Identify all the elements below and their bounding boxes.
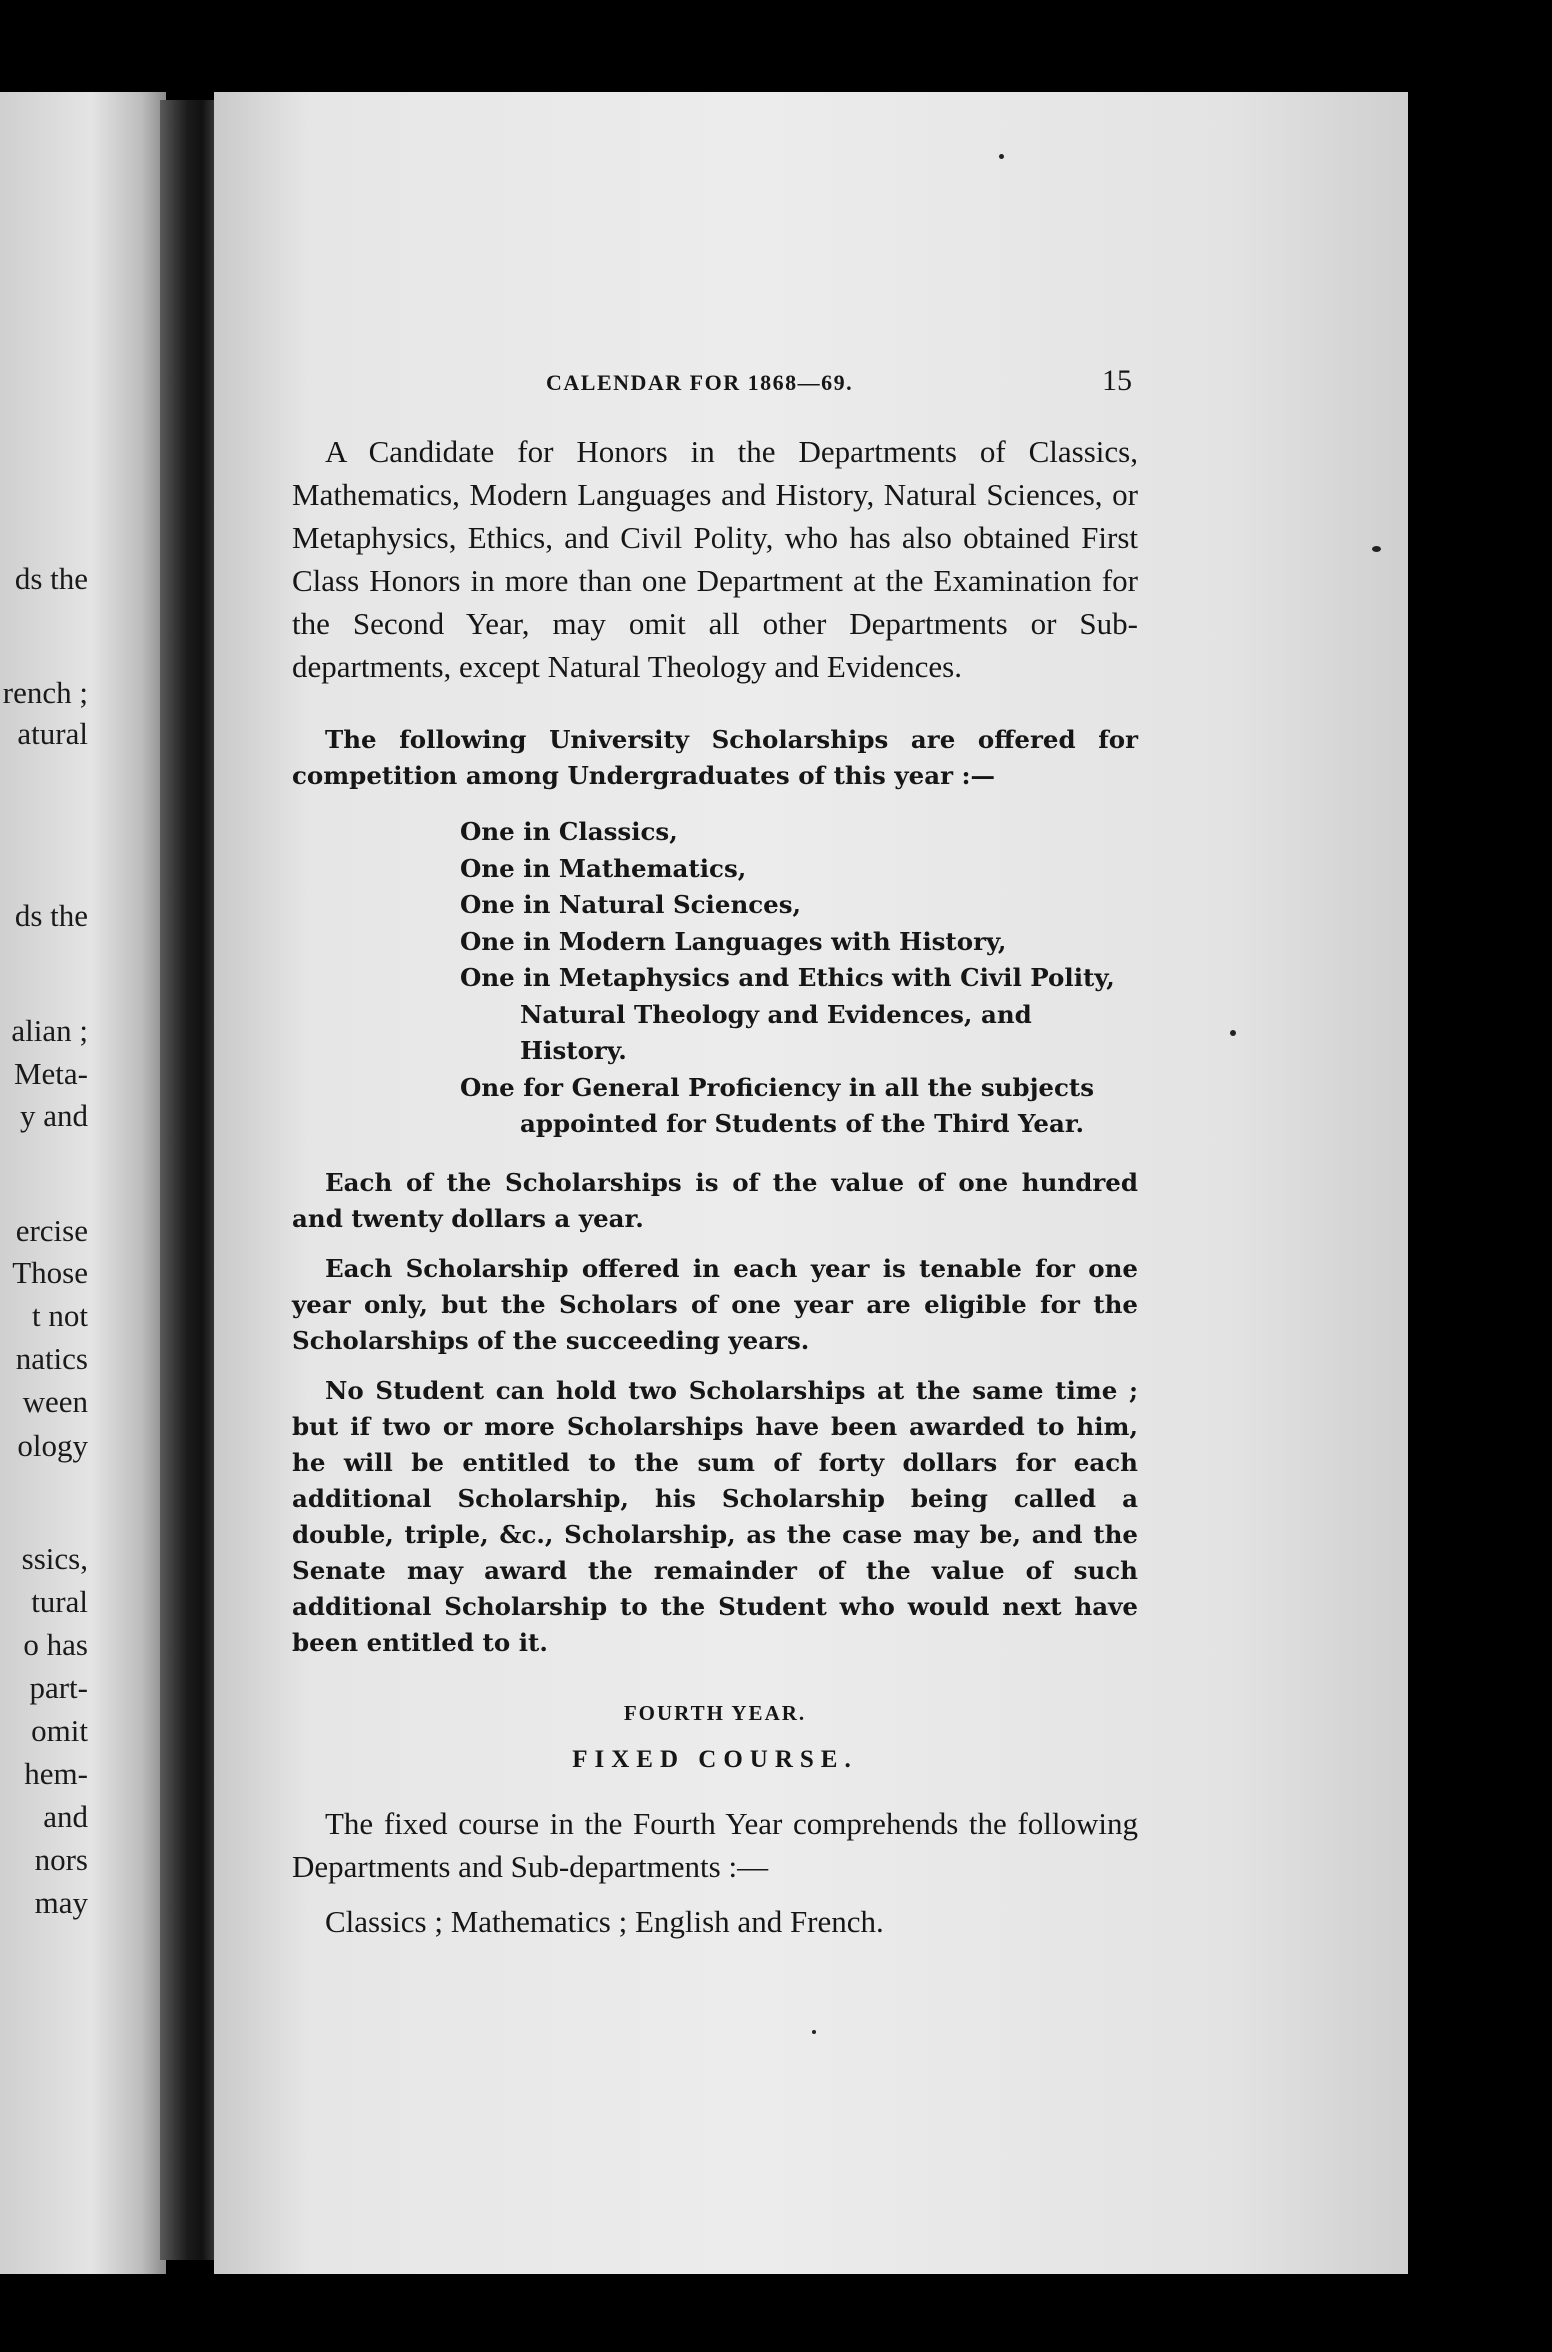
left-page-fragment: nors: [34, 1842, 88, 1877]
list-item: One in Natural Sciences,: [460, 890, 802, 919]
left-page-fragment: part-: [29, 1670, 88, 1705]
main-text: [292, 430, 1138, 1943]
running-title: CALENDAR FOR 1868—69.: [546, 370, 854, 395]
left-page-fragment: y and: [19, 1098, 88, 1133]
scan-speck: [812, 2030, 816, 2034]
paragraph-tenable: Each Scholarship offered in each year is tenable for one year only, but the Scholars of one year are eligible for the Scholarships of the succeeding years.: [292, 1253, 1138, 1355]
book-gutter: [160, 100, 220, 2260]
left-page-fragment: ds the: [14, 898, 88, 933]
paragraph-two-scholarships: No Student can hold two Scholarships at the same time ; but if two or more Scholarships have been awarded to him, he will be entitled to the sum of forty dollars for each additional Scholarship, his Scholarship being called a double, triple, &c., Scholarship, as the case may be, and the Senate may award the remainder of the value of such additional Scholarship to the Student who would next have been entitled to it.: [292, 1375, 1138, 1657]
left-page-fragment: alian ;: [11, 1013, 88, 1048]
page-number: 15: [1102, 364, 1132, 397]
list-item: One in Classics,: [460, 817, 678, 846]
left-page-fragment: hem-: [24, 1756, 88, 1791]
left-page-fragment: ercise: [15, 1213, 88, 1248]
section-heading: FOURTH YEAR.: [623, 1700, 807, 1725]
running-header: [292, 364, 1138, 404]
scholarship-list: [460, 814, 1138, 1143]
list-item: One in Mathematics,: [460, 853, 747, 883]
list-item: One in Metaphysics and Ethics with Civil Polity, Natural Theology and Evidences, and History.: [460, 963, 1115, 1065]
left-page-fragment: ology: [17, 1428, 88, 1463]
left-page-fragment: rench ;: [2, 675, 88, 710]
left-page-fragment: Meta-: [13, 1056, 88, 1091]
scan-speck: [1372, 546, 1381, 552]
left-page-fragment: natics: [15, 1341, 88, 1376]
left-page: [0, 92, 166, 2274]
paragraph-value: Each of the Scholarships is of the value of one hundred and twenty dollars a year.: [292, 1167, 1138, 1233]
scan-speck: [1230, 1030, 1236, 1036]
paragraph-honors: A Candidate for Honors in the Departments of Classics, Mathematics, Modern Languages and History, Natural Sciences, or Metaphysics, Ethics, and Civil Polity, who has also obtained First Class Honors in more than one Department at the Examination for the Second Year, may omit all other Departments or Sub-departments, except Natural Theology and Evidences.: [292, 434, 1138, 684]
left-page-fragment: atural: [17, 716, 88, 751]
list-item: One in Modern Languages with History,: [460, 926, 1007, 956]
left-page-fragment: ween: [22, 1384, 88, 1419]
paragraph-fixed-course: The fixed course in the Fourth Year comprehends the following Departments and Sub-departments :—: [292, 1805, 1138, 1884]
left-page-fragment: omit: [31, 1713, 88, 1748]
scan-speck: [999, 154, 1004, 159]
list-item: One for General Proficiency in all the subjects appointed for Students of the Third Year.: [460, 1072, 1095, 1138]
left-page-fragment: Those: [12, 1255, 88, 1290]
left-page-fragment: t not: [32, 1298, 88, 1333]
left-page-fragment: tural: [31, 1584, 88, 1619]
left-page-fragment: o has: [23, 1627, 88, 1662]
section-subheading: FIXED COURSE.: [572, 1745, 858, 1773]
left-page-fragment: ssics,: [21, 1541, 88, 1576]
left-page-fragment: and: [43, 1799, 88, 1834]
left-page-fragment: may: [34, 1885, 88, 1920]
paragraph-subjects: Classics ; Mathematics ; English and French.: [325, 1903, 884, 1939]
left-page-fragment: ds the: [14, 561, 88, 596]
paragraph-scholarships-intro: The following University Scholarships are offered for competition among Undergraduates of this year :—: [292, 725, 1138, 790]
